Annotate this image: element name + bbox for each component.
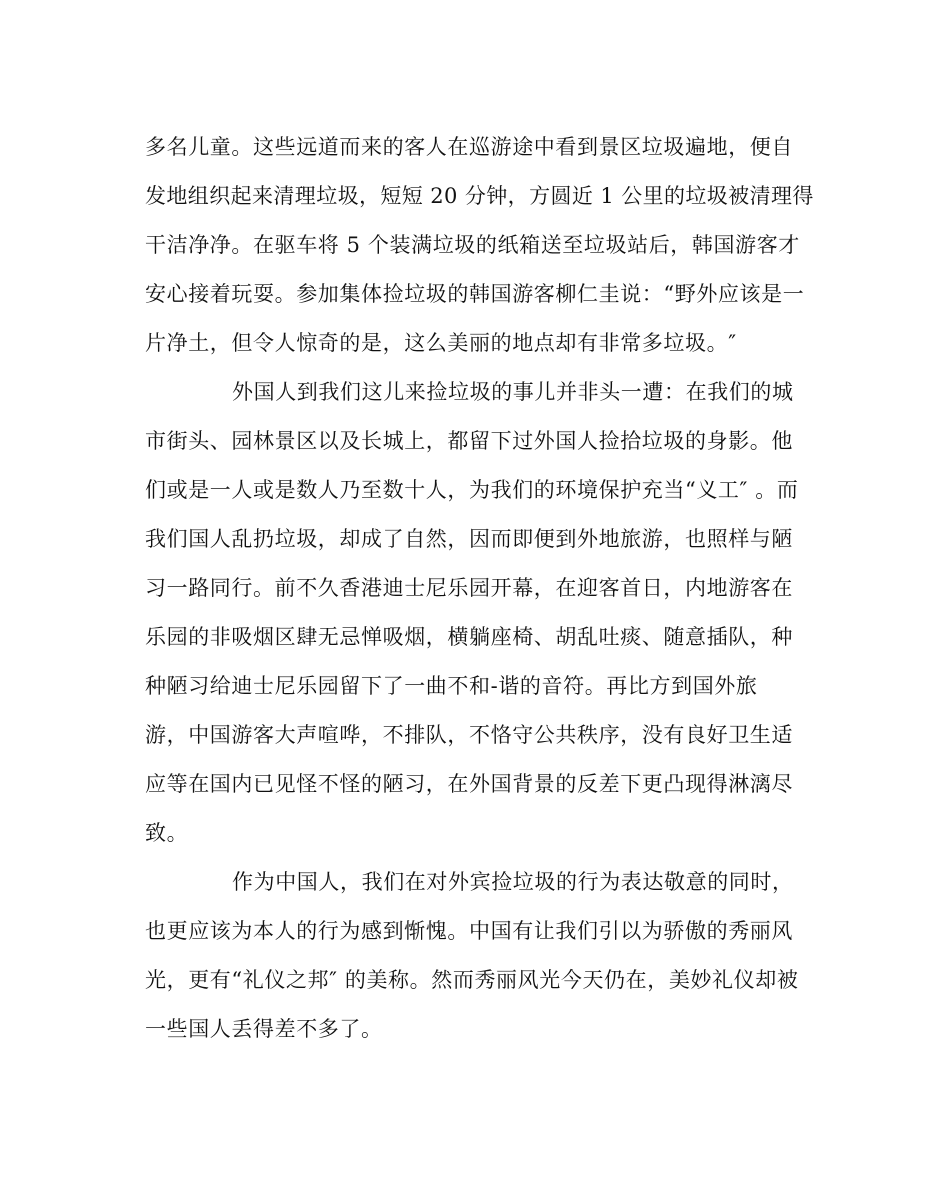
text-line: 致。 <box>145 821 189 845</box>
text-line: 片净土，但令人惊奇的是，这么美丽的地点却有非常多垃圾。″ <box>145 331 737 355</box>
text-line: 市街头、园林景区以及长城上，都留下过外国人捡拾垃圾的身影。他 <box>145 429 793 453</box>
text-line: 外国人到我们这儿来捡垃圾的事儿并非头一遭：在我们的城 <box>232 380 794 404</box>
text-line: 干洁净净。在驱车将 5 个装满垃圾的纸箱送至垃圾站后，韩国游客才 <box>145 233 800 257</box>
text-line: 种陋习给迪士尼乐园留下了一曲不和-谐的音符。再比方到国外旅 <box>145 674 758 698</box>
text-line: 安心接着玩耍。参加集体捡垃圾的韩国游客柳仁圭说：“野外应该是一 <box>145 282 805 306</box>
text-line: 多名儿童。这些远道而来的客人在巡游途中看到景区垃圾遍地，便自 <box>145 135 793 159</box>
text-line: 们或是一人或是数人乃至数十人，为我们的环境保护充当“义工″ 。而 <box>145 478 799 502</box>
text-line: 游，中国游客大声喧哗，不排队，不恪守公共秩序，没有良好卫生适 <box>145 723 793 747</box>
text-line: 习一路同行。前不久香港迪士尼乐园开幕，在迎客首日，内地游客在 <box>145 576 793 600</box>
text-line: 我们国人乱扔垃圾，却成了自然，因而即便到外地旅游，也照样与陋 <box>145 527 793 551</box>
text-line: 一些国人丢得差不多了。 <box>145 1017 383 1041</box>
text-line: 乐园的非吸烟区肆无忌惮吸烟，横躺座椅、胡乱吐痰、随意插队，种 <box>145 625 793 649</box>
text-line: 也更应该为本人的行为感到惭愧。中国有让我们引以为骄傲的秀丽风 <box>145 919 793 943</box>
text-line: 光，更有“礼仪之邦″ 的美称。然而秀丽风光今天仍在，美妙礼仪却被 <box>145 968 799 992</box>
text-line: 发地组织起来清理垃圾，短短 20 分钟，方圆近 1 公里的垃圾被清理得 <box>145 184 814 208</box>
text-line: 应等在国内已见怪不怪的陋习，在外国背景的反差下更凸现得淋漓尽 <box>145 772 793 796</box>
text-line: 作为中国人，我们在对外宾捡垃圾的行为表达敬意的同时， <box>232 870 794 894</box>
